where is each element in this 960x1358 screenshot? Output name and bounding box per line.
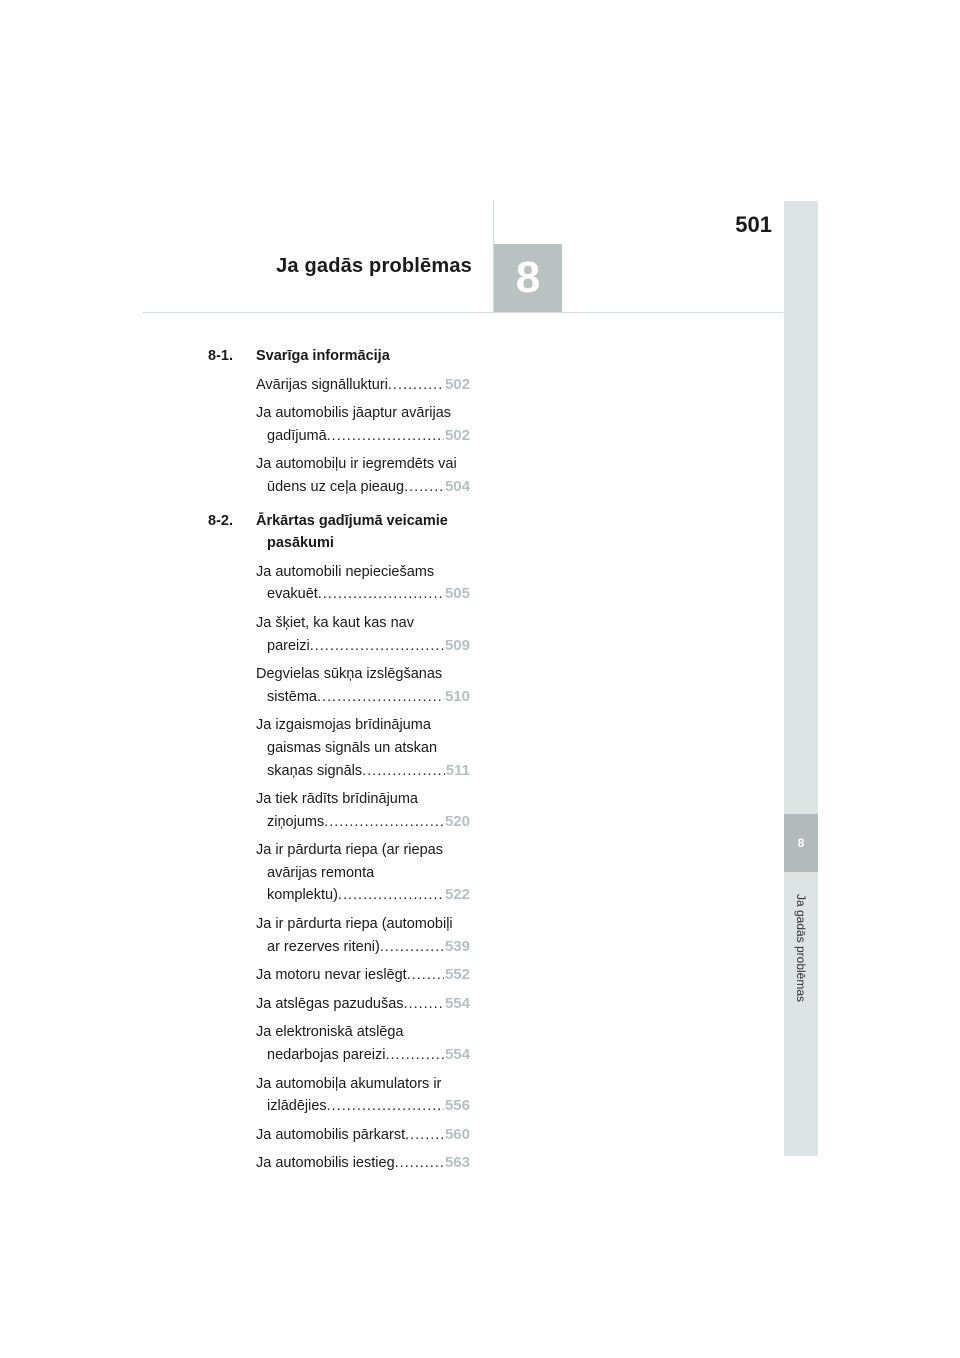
dot-leader	[388, 374, 444, 397]
chapter-number-box: 8	[494, 244, 562, 312]
dot-leader	[407, 964, 444, 987]
toc-page-link[interactable]: 511	[445, 761, 470, 779]
dot-leader	[362, 760, 445, 783]
toc-entry-text: Ja motoru nevar ieslēgt	[256, 967, 407, 984]
toc-entry[interactable]	[256, 993, 470, 1016]
toc-page-link[interactable]: 556	[444, 1097, 470, 1115]
dot-leader	[317, 686, 444, 709]
toc-entry[interactable]	[256, 788, 470, 833]
toc-section-heading[interactable]	[208, 510, 470, 555]
toc-entry[interactable]	[256, 561, 470, 606]
toc-entry[interactable]	[256, 402, 470, 447]
toc-entry[interactable]	[256, 1073, 470, 1118]
toc-entry[interactable]	[256, 839, 470, 907]
toc-page-link[interactable]: 539	[444, 937, 470, 955]
toc-entry-text: gadījumā	[267, 427, 327, 444]
dot-leader	[404, 993, 444, 1016]
toc-entry[interactable]	[256, 663, 470, 708]
toc-section-title: Svarīga informācija	[256, 348, 390, 364]
toc-entry[interactable]	[256, 913, 470, 958]
toc-entry-text: Ja tiek rādīts brīdinājuma	[256, 791, 418, 808]
toc-entry-text: ziņojums	[267, 813, 325, 830]
dot-leader	[386, 1044, 444, 1067]
toc-entry-text: Avārijas signāllukturi	[256, 376, 388, 393]
toc-entry-text: sistēma	[267, 688, 317, 705]
toc-entry-text: izlādējies	[267, 1098, 327, 1115]
toc-entry-text: Ja automobiļa akumulators ir	[256, 1075, 442, 1092]
toc-entry-text: ar rezerves riteni)	[267, 938, 380, 955]
toc-entry-text: gaismas signāls un atskan	[267, 739, 438, 756]
dot-leader	[310, 635, 444, 658]
toc-page-link[interactable]: 552	[444, 966, 470, 984]
toc-entry[interactable]	[256, 1124, 470, 1147]
toc-entry-text: evakuēt	[267, 586, 318, 603]
toc-entry[interactable]	[256, 1021, 470, 1066]
toc-page-link[interactable]: 505	[444, 585, 470, 603]
toc-entry-text: Ja šķiet, ka kaut kas nav	[256, 614, 414, 631]
toc-page-link[interactable]: 504	[444, 477, 470, 495]
toc-page-link[interactable]: 520	[444, 812, 470, 830]
toc-entry[interactable]	[256, 374, 470, 397]
header-divider-horizontal	[143, 312, 783, 313]
toc-section-heading[interactable]	[208, 345, 470, 368]
toc-page-link[interactable]: 560	[444, 1125, 470, 1143]
toc-entry-text: skaņas signāls	[267, 762, 363, 779]
dot-leader	[324, 811, 444, 834]
dot-leader	[404, 476, 444, 499]
toc-page-link[interactable]: 502	[444, 426, 470, 444]
table-of-contents	[208, 345, 470, 1175]
toc-entry-text: komplektu)	[267, 887, 338, 904]
toc-entry-text: avārijas remonta	[267, 864, 375, 881]
toc-page-link[interactable]: 510	[444, 687, 470, 705]
toc-entry[interactable]	[256, 964, 470, 987]
toc-entry-text: Ja automobilis jāaptur avārijas	[256, 405, 452, 422]
toc-entry-text: ūdens uz ceļa pieaug	[267, 478, 405, 495]
toc-entry-text: Ja automobilis pārkarst	[256, 1126, 406, 1143]
toc-entry-text: Ja ir pārdurta riepa (automobiļi	[256, 916, 453, 933]
toc-entry-text: nedarbojas pareizi	[267, 1047, 386, 1064]
toc-entry[interactable]	[256, 714, 470, 782]
toc-entry-text: pareizi	[267, 637, 310, 654]
toc-page-link[interactable]: 554	[444, 1046, 470, 1064]
side-tab[interactable]	[784, 201, 818, 1156]
toc-entry[interactable]	[256, 612, 470, 657]
dot-leader	[395, 1152, 444, 1175]
toc-entry-text: Ja ir pārdurta riepa (ar riepas	[256, 842, 443, 859]
toc-entry-text: Ja automobili nepieciešams	[256, 563, 435, 580]
side-tab-label[interactable]: Ja gadās problēmas	[794, 893, 808, 1003]
toc-page-link[interactable]: 563	[444, 1154, 470, 1172]
toc-section-number: 8-2.	[208, 512, 233, 529]
toc-entry-text: Ja elektroniskā atslēga	[256, 1024, 404, 1041]
toc-entry-text: Ja izgaismojas brīdinājuma	[256, 717, 431, 734]
toc-page-link[interactable]: 554	[444, 994, 470, 1012]
dot-leader	[380, 936, 444, 959]
toc-page-link[interactable]: 509	[444, 636, 470, 654]
toc-section-number: 8-1.	[208, 348, 233, 364]
dot-leader	[338, 884, 444, 907]
toc-entry-text: Ja automobilis iestieg	[256, 1155, 395, 1172]
dot-leader	[327, 1095, 444, 1118]
toc-page-link[interactable]: 502	[444, 375, 470, 393]
chapter-title: Ja gadās problēmas	[276, 255, 472, 277]
side-tab-number[interactable]: 8	[784, 814, 818, 872]
dot-leader	[327, 425, 444, 448]
dot-leader	[405, 1124, 444, 1147]
toc-entry[interactable]	[256, 453, 470, 498]
dot-leader	[318, 583, 444, 606]
toc-page-link[interactable]: 522	[444, 886, 470, 904]
toc-entry-text: Degvielas sūkņa izslēgšanas	[256, 666, 443, 683]
page-number: 501	[735, 212, 772, 237]
toc-section-title: Ārkārtas gadījumā veicamie pasākumi	[256, 512, 448, 552]
toc-entry[interactable]	[256, 1152, 470, 1175]
toc-entry-text: Ja automobiļu ir iegremdēts vai	[256, 456, 457, 473]
toc-entry-text: Ja atslēgas pazudušas	[256, 995, 404, 1012]
